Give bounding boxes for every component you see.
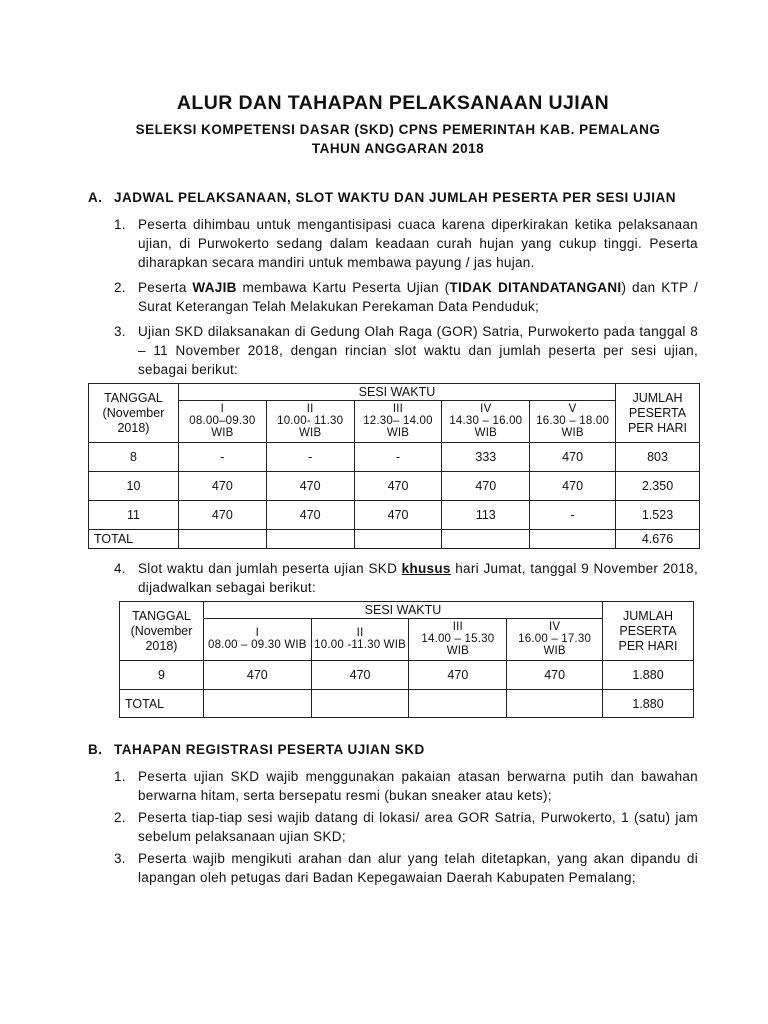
sesi-waktu-header: SESI WAKTU <box>178 384 615 401</box>
daily-total-cell: 2.350 <box>616 472 700 501</box>
session-roman: IV <box>548 621 561 633</box>
section-b-label: B. <box>88 742 103 757</box>
item-text: Peserta wajib mengikuti arahan dan alur yang telah ditetapkan, yang akan dipandu di lapangan oleh petugas dari Badan Kepegawaian Daerah Kabupaten Pemalang; <box>138 851 698 885</box>
document-subtitle-line1: SELEKSI KOMPETENSI DASAR (SKD) CPNS PEMERINTAH KAB. PEMALANG <box>135 122 661 137</box>
session-time: 10.00 -11.30 WIB <box>314 639 406 651</box>
session-time: 14.00 – 15.30 WIB <box>421 633 495 657</box>
total-value: 4.676 <box>616 530 700 549</box>
session-roman: V <box>568 403 577 415</box>
tanggal-header: TANGGAL (November 2018) <box>89 384 179 443</box>
session-header <box>178 401 266 443</box>
jumlah-header: JUMLAH PESERTA PER HARI <box>616 384 700 443</box>
emphasis-tidak-ditandatangani: TIDAK DITANDATANGANI <box>449 280 622 295</box>
table-row <box>89 443 700 472</box>
table-row <box>89 501 700 530</box>
document-subtitle-line2: TAHUN ANGGARAN 2018 <box>311 141 485 156</box>
session-roman: I <box>220 403 225 415</box>
session-roman: III <box>452 621 463 633</box>
list-item <box>114 808 698 846</box>
session-value-cell: 333 <box>442 443 530 472</box>
total-value: 1.880 <box>603 690 694 718</box>
session-time: 14.30 – 16.00 WIB <box>449 415 523 439</box>
list-item <box>114 559 698 597</box>
date-cell: 11 <box>89 501 179 530</box>
session-value-cell: - <box>266 443 354 472</box>
session-value-cell: 113 <box>442 501 530 530</box>
session-header <box>442 401 530 443</box>
session-time: 12.30– 14.00 WIB <box>363 415 433 439</box>
item-text: Peserta WAJIB membawa Kartu Peserta Ujian (TIDAK DITANDATANGANI) dan KTP / Surat Keterangan Telah Melakukan Perekaman Data Penduduk; <box>138 280 698 314</box>
session-time: 08.00 – 09.30 WIB <box>207 639 307 651</box>
list-item <box>114 278 698 316</box>
total-label: TOTAL <box>89 530 179 549</box>
item-number: 2. <box>114 810 126 825</box>
session-time: 16.30 – 18.00 WIB <box>536 415 610 439</box>
session-value-cell: - <box>530 501 616 530</box>
item-text: Slot waktu dan jumlah peserta ujian SKD khusus hari Jumat, tanggal 9 November 2018, dijadwalkan sebagai berikut: <box>138 561 699 595</box>
table-total-row <box>89 530 700 549</box>
total-label: TOTAL <box>120 690 204 718</box>
session-header <box>507 619 603 661</box>
session-header <box>266 401 354 443</box>
document-title: ALUR DAN TAHAPAN PELAKSANAAN UJIAN <box>176 92 610 114</box>
session-value-cell: 470 <box>178 501 266 530</box>
session-value-cell: 470 <box>311 661 409 690</box>
daily-total-cell: 803 <box>616 443 700 472</box>
session-value-cell: 470 <box>266 501 354 530</box>
session-value-cell: - <box>178 443 266 472</box>
emphasis-wajib: WAJIB <box>192 280 237 295</box>
section-a-title: JADWAL PELAKSANAAN, SLOT WAKTU DAN JUMLAH PESERTA PER SESI UJIAN <box>114 190 677 205</box>
session-roman: II <box>306 403 314 415</box>
session-header <box>354 401 442 443</box>
list-item <box>114 215 698 272</box>
session-value-cell: 470 <box>354 472 442 501</box>
session-value-cell: 470 <box>530 443 616 472</box>
session-roman: II <box>356 627 364 639</box>
list-item <box>114 322 698 379</box>
section-a-heading <box>88 188 698 207</box>
sesi-waktu-header: SESI WAKTU <box>203 602 602 619</box>
list-item <box>114 849 698 887</box>
session-header <box>409 619 507 661</box>
item-number: 1. <box>114 769 126 784</box>
session-header <box>530 401 616 443</box>
item-text: Peserta dihimbau untuk mengantisipasi cuaca karena diperkirakan ketika pelaksanaan ujian, di Purwokerto sedang dalam keadaan curah hujan yang cukup tinggi. Peserta diharapkan secara mandiri untuk membawa payung / jas hujan. <box>138 217 698 270</box>
item-number: 2. <box>114 280 126 295</box>
session-roman: IV <box>480 403 492 415</box>
item-number: 3. <box>114 324 126 339</box>
session-time: 08.00–09.30 WIB <box>189 415 256 439</box>
schedule-table-2 <box>119 601 694 718</box>
session-value-cell: 470 <box>530 472 616 501</box>
section-a-label: A. <box>88 190 103 205</box>
item-text: Ujian SKD dilaksanakan di Gedung Olah Raga (GOR) Satria, Purwokerto pada tanggal 8 – 11 November 2018, dengan rincian slot waktu dan jumlah peserta per sesi ujian, sebagai berikut: <box>138 324 698 377</box>
jumlah-header: JUMLAH PESERTA PER HARI <box>603 602 694 661</box>
date-cell: 10 <box>89 472 179 501</box>
session-value-cell: 470 <box>442 472 530 501</box>
session-value-cell: 470 <box>354 501 442 530</box>
daily-total-cell: 1.880 <box>603 661 694 690</box>
table-total-row <box>120 690 694 718</box>
session-roman: I <box>255 627 260 639</box>
item-text: Peserta ujian SKD wajib menggunakan pakaian atasan berwarna putih dan bawahan berwarna hitam, serta bersepatu resmi (bukan sneaker atau kets); <box>138 769 698 803</box>
session-time: 10.00- 11.30 WIB <box>277 415 344 439</box>
item-number: 4. <box>114 561 126 576</box>
daily-total-cell: 1.523 <box>616 501 700 530</box>
tanggal-header: TANGGAL (November 2018) <box>120 602 204 661</box>
schedule-table-1 <box>88 383 700 549</box>
table-row <box>89 472 700 501</box>
session-roman: III <box>392 403 404 415</box>
section-b-heading <box>88 740 698 759</box>
emphasis-khusus: khusus <box>401 561 451 576</box>
session-value-cell: 470 <box>409 661 507 690</box>
session-value-cell: 470 <box>266 472 354 501</box>
session-header <box>203 619 311 661</box>
item-text: Peserta tiap-tiap sesi wajib datang di lokasi/ area GOR Satria, Purwokerto, 1 (satu) jam sebelum pelaksanaan ujian SKD; <box>138 810 698 844</box>
date-cell: 9 <box>120 661 204 690</box>
session-value-cell: 470 <box>507 661 603 690</box>
date-cell: 8 <box>89 443 179 472</box>
item-number: 1. <box>114 217 126 232</box>
session-value-cell: 470 <box>178 472 266 501</box>
session-header <box>311 619 409 661</box>
session-time: 16.00 – 17.30 WIB <box>518 633 592 657</box>
session-value-cell: 470 <box>203 661 311 690</box>
table-row <box>120 661 694 690</box>
list-item <box>114 767 698 805</box>
section-b-title: TAHAPAN REGISTRASI PESERTA UJIAN SKD <box>114 742 425 757</box>
item-number: 3. <box>114 851 126 866</box>
session-value-cell: - <box>354 443 442 472</box>
